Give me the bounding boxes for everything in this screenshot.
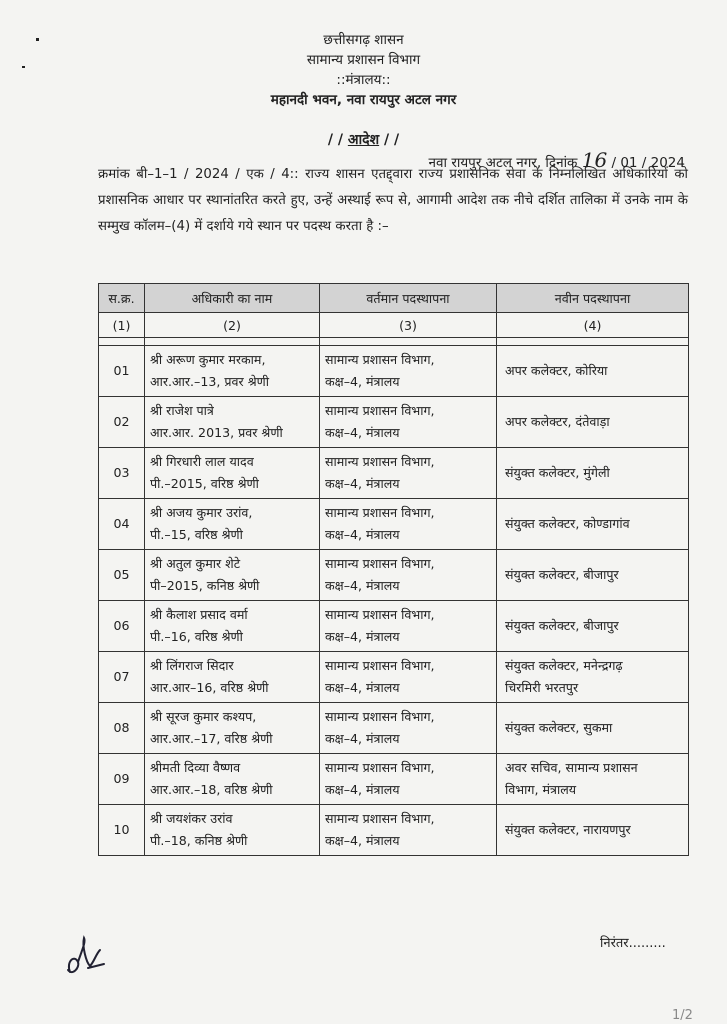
header-new-posting: नवीन पदस्थापना xyxy=(497,284,689,313)
officer-grade: पी.–16, वरिष्ठ श्रेणी xyxy=(150,629,243,644)
serial-number: 10 xyxy=(113,822,130,837)
current-office: कक्ष–4, मंत्रालय xyxy=(325,578,400,593)
officer-name: श्री गिरधारी लाल यादव xyxy=(150,454,254,469)
table-row xyxy=(99,397,689,448)
new-posting-line2: चिरमिरी भरतपुर xyxy=(505,680,579,695)
date-prefix: नवा रायपुर अटल नगर, दिनांक xyxy=(428,155,578,171)
table-row xyxy=(99,346,689,397)
new-posting-cell xyxy=(497,448,689,499)
serial-number: 06 xyxy=(113,618,130,633)
current-department: सामान्य प्रशासन विभाग, xyxy=(325,505,435,520)
current-posting-cell xyxy=(320,703,497,754)
new-posting-cell xyxy=(497,397,689,448)
table-row xyxy=(99,550,689,601)
officer-grade: पी.–15, वरिष्ठ श्रेणी xyxy=(150,527,243,542)
col-number: (4) xyxy=(497,313,689,338)
new-posting: संयुक्त कलेक्टर, बीजापुर xyxy=(505,567,619,582)
serial-number-cell xyxy=(99,652,145,703)
transfer-table xyxy=(98,283,689,856)
signature-initials xyxy=(60,932,110,982)
current-department: सामान्य प्रशासन विभाग, xyxy=(325,454,435,469)
new-posting: संयुक्त कलेक्टर, बीजापुर xyxy=(505,618,619,633)
officer-name-cell xyxy=(145,652,320,703)
order-title-pre: / / xyxy=(327,132,343,148)
continued-label: निरंतर......... xyxy=(600,936,666,951)
officer-name: श्री अतुल कुमार शेटे xyxy=(150,556,241,571)
table-row xyxy=(99,601,689,652)
new-posting: संयुक्त कलेक्टर, मुंगेली xyxy=(505,465,610,480)
serial-number-cell xyxy=(99,550,145,601)
current-posting-cell xyxy=(320,397,497,448)
officer-name: श्री जयशंकर उरांव xyxy=(150,811,233,826)
current-department: सामान्य प्रशासन विभाग, xyxy=(325,709,435,724)
new-posting: संयुक्त कलेक्टर, नारायणपुर xyxy=(505,822,631,837)
serial-number-cell xyxy=(99,346,145,397)
serial-number-cell xyxy=(99,805,145,856)
col-number: (1) xyxy=(99,313,145,338)
current-department: सामान्य प्रशासन विभाग, xyxy=(325,607,435,622)
new-posting: अपर कलेक्टर, कोरिया xyxy=(505,363,608,378)
officer-grade: पी.–2015, वरिष्ठ श्रेणी xyxy=(150,476,259,491)
current-office: कक्ष–4, मंत्रालय xyxy=(325,374,400,389)
current-office: कक्ष–4, मंत्रालय xyxy=(325,680,400,695)
officer-name-cell xyxy=(145,550,320,601)
order-title-text: आदेश xyxy=(347,132,380,148)
officer-name-cell xyxy=(145,805,320,856)
table-row xyxy=(99,703,689,754)
officer-grade: पी–2015, कनिष्ठ श्रेणी xyxy=(150,578,260,593)
new-posting-cell xyxy=(497,601,689,652)
serial-number: 09 xyxy=(113,771,130,786)
header-officer-name: अधिकारी का नाम xyxy=(145,284,320,313)
current-office: कक्ष–4, मंत्रालय xyxy=(325,782,400,797)
header-department: सामान्य प्रशासन विभाग xyxy=(306,52,421,68)
officer-grade: आर.आर–16, वरिष्ठ श्रेणी xyxy=(150,680,269,695)
current-posting-cell xyxy=(320,448,497,499)
officer-grade: पी.–18, कनिष्ठ श्रेणी xyxy=(150,833,248,848)
table-spacer-row xyxy=(99,338,689,346)
serial-number-cell xyxy=(99,703,145,754)
serial-number: 07 xyxy=(113,669,130,684)
officer-name-cell xyxy=(145,499,320,550)
table-header-row xyxy=(99,284,689,313)
current-office: कक्ष–4, मंत्रालय xyxy=(325,425,400,440)
serial-number-cell xyxy=(99,397,145,448)
serial-number: 04 xyxy=(113,516,130,531)
serial-number: 05 xyxy=(113,567,130,582)
serial-number-cell xyxy=(99,754,145,805)
new-posting-cell xyxy=(497,754,689,805)
serial-number: 03 xyxy=(113,465,130,480)
column-number-row xyxy=(99,313,689,338)
officer-grade: आर.आर.–18, वरिष्ठ श्रेणी xyxy=(150,782,273,797)
current-department: सामान्य प्रशासन विभाग, xyxy=(325,811,435,826)
current-posting-cell xyxy=(320,601,497,652)
officer-name-cell xyxy=(145,448,320,499)
table-row xyxy=(99,499,689,550)
date-day-handwritten: 16 xyxy=(581,148,608,172)
officer-grade: आर.आर. 2013, प्रवर श्रेणी xyxy=(150,425,283,440)
new-posting-cell xyxy=(497,805,689,856)
new-posting-cell xyxy=(497,499,689,550)
new-posting: संयुक्त कलेक्टर, मनेन्द्रगढ़ xyxy=(505,658,623,673)
officer-name: श्री लिंगराज सिदार xyxy=(150,658,234,673)
officer-name: श्री कैलाश प्रसाद वर्मा xyxy=(150,607,248,622)
serial-number-cell xyxy=(99,499,145,550)
officer-grade: आर.आर.–13, प्रवर श्रेणी xyxy=(150,374,269,389)
officer-name-cell xyxy=(145,703,320,754)
current-posting-cell xyxy=(320,754,497,805)
new-posting: अपर कलेक्टर, दंतेवाड़ा xyxy=(505,414,610,429)
page-number: 1/2 xyxy=(672,1008,693,1023)
order-title xyxy=(0,130,727,149)
officer-name-cell xyxy=(145,601,320,652)
officer-name: श्री सूरज कुमार कश्यप, xyxy=(150,709,257,724)
table-row xyxy=(99,805,689,856)
officer-name: श्री अरूण कुमार मरकाम, xyxy=(150,352,266,367)
current-office: कक्ष–4, मंत्रालय xyxy=(325,629,400,644)
officer-name: श्री राजेश पात्रे xyxy=(150,403,214,418)
header-secretariat: ::मंत्रालय:: xyxy=(336,72,391,88)
current-department: सामान्य प्रशासन विभाग, xyxy=(325,658,435,673)
table-row xyxy=(99,754,689,805)
current-department: सामान्य प्रशासन विभाग, xyxy=(325,556,435,571)
order-title-post: / / xyxy=(384,132,400,148)
col-number: (2) xyxy=(145,313,320,338)
serial-number: 08 xyxy=(113,720,130,735)
current-office: कक्ष–4, मंत्रालय xyxy=(325,833,400,848)
new-posting-cell xyxy=(497,550,689,601)
col-number: (3) xyxy=(320,313,497,338)
serial-number-cell xyxy=(99,448,145,499)
current-department: सामान्य प्रशासन विभाग, xyxy=(325,403,435,418)
serial-number: 01 xyxy=(113,363,130,378)
current-posting-cell xyxy=(320,550,497,601)
officer-name-cell xyxy=(145,754,320,805)
new-posting: अवर सचिव, सामान्य प्रशासन xyxy=(505,760,638,775)
current-office: कक्ष–4, मंत्रालय xyxy=(325,476,400,491)
officer-name: श्रीमती दिव्या वैष्णव xyxy=(150,760,241,775)
new-posting: संयुक्त कलेक्टर, कोण्डागांव xyxy=(505,516,630,531)
new-posting-cell xyxy=(497,346,689,397)
current-department: सामान्य प्रशासन विभाग, xyxy=(325,760,435,775)
new-posting-line2: विभाग, मंत्रालय xyxy=(505,782,577,797)
officer-name-cell xyxy=(145,397,320,448)
current-posting-cell xyxy=(320,346,497,397)
serial-number: 02 xyxy=(113,414,130,429)
date-month-year: / 01 / 2024 xyxy=(611,155,685,171)
header-serial: स.क्र. xyxy=(99,284,145,313)
order-paragraph: क्रमांक बी–1–1 / 2024 / एक / 4:: राज्य शासन एतद्द्वारा राज्य प्रशासनिक सेवा के निम्नलिखित अधिकारियों को प्रशासनिक आधार पर स्थानांतरित करते हुए, उन्हें अस्थाई रूप से, आगामी आदेश तक नीचे दर्शित तालिका में उनके नाम के सम्मुख कॉलम–(4) में दर्शाये गये स्थान पर पदस्थ करता है :– xyxy=(98,167,688,234)
officer-name-cell xyxy=(145,346,320,397)
current-office: कक्ष–4, मंत्रालय xyxy=(325,731,400,746)
header-state: छत्तीसगढ़ शासन xyxy=(323,32,404,48)
officer-name: श्री अजय कुमार उरांव, xyxy=(150,505,253,520)
table-row xyxy=(99,448,689,499)
current-posting-cell xyxy=(320,652,497,703)
serial-number-cell xyxy=(99,601,145,652)
header-address: महानदी भवन, नवा रायपुर अटल नगर xyxy=(270,92,457,108)
new-posting-cell xyxy=(497,652,689,703)
current-posting-cell xyxy=(320,805,497,856)
current-department: सामान्य प्रशासन विभाग, xyxy=(325,352,435,367)
header-current-posting: वर्तमान पदस्थापना xyxy=(320,284,497,313)
current-office: कक्ष–4, मंत्रालय xyxy=(325,527,400,542)
new-posting-cell xyxy=(497,703,689,754)
current-posting-cell xyxy=(320,499,497,550)
table-row xyxy=(99,652,689,703)
new-posting: संयुक्त कलेक्टर, सुकमा xyxy=(505,720,613,735)
document-header xyxy=(0,30,727,110)
officer-grade: आर.आर.–17, वरिष्ठ श्रेणी xyxy=(150,731,273,746)
